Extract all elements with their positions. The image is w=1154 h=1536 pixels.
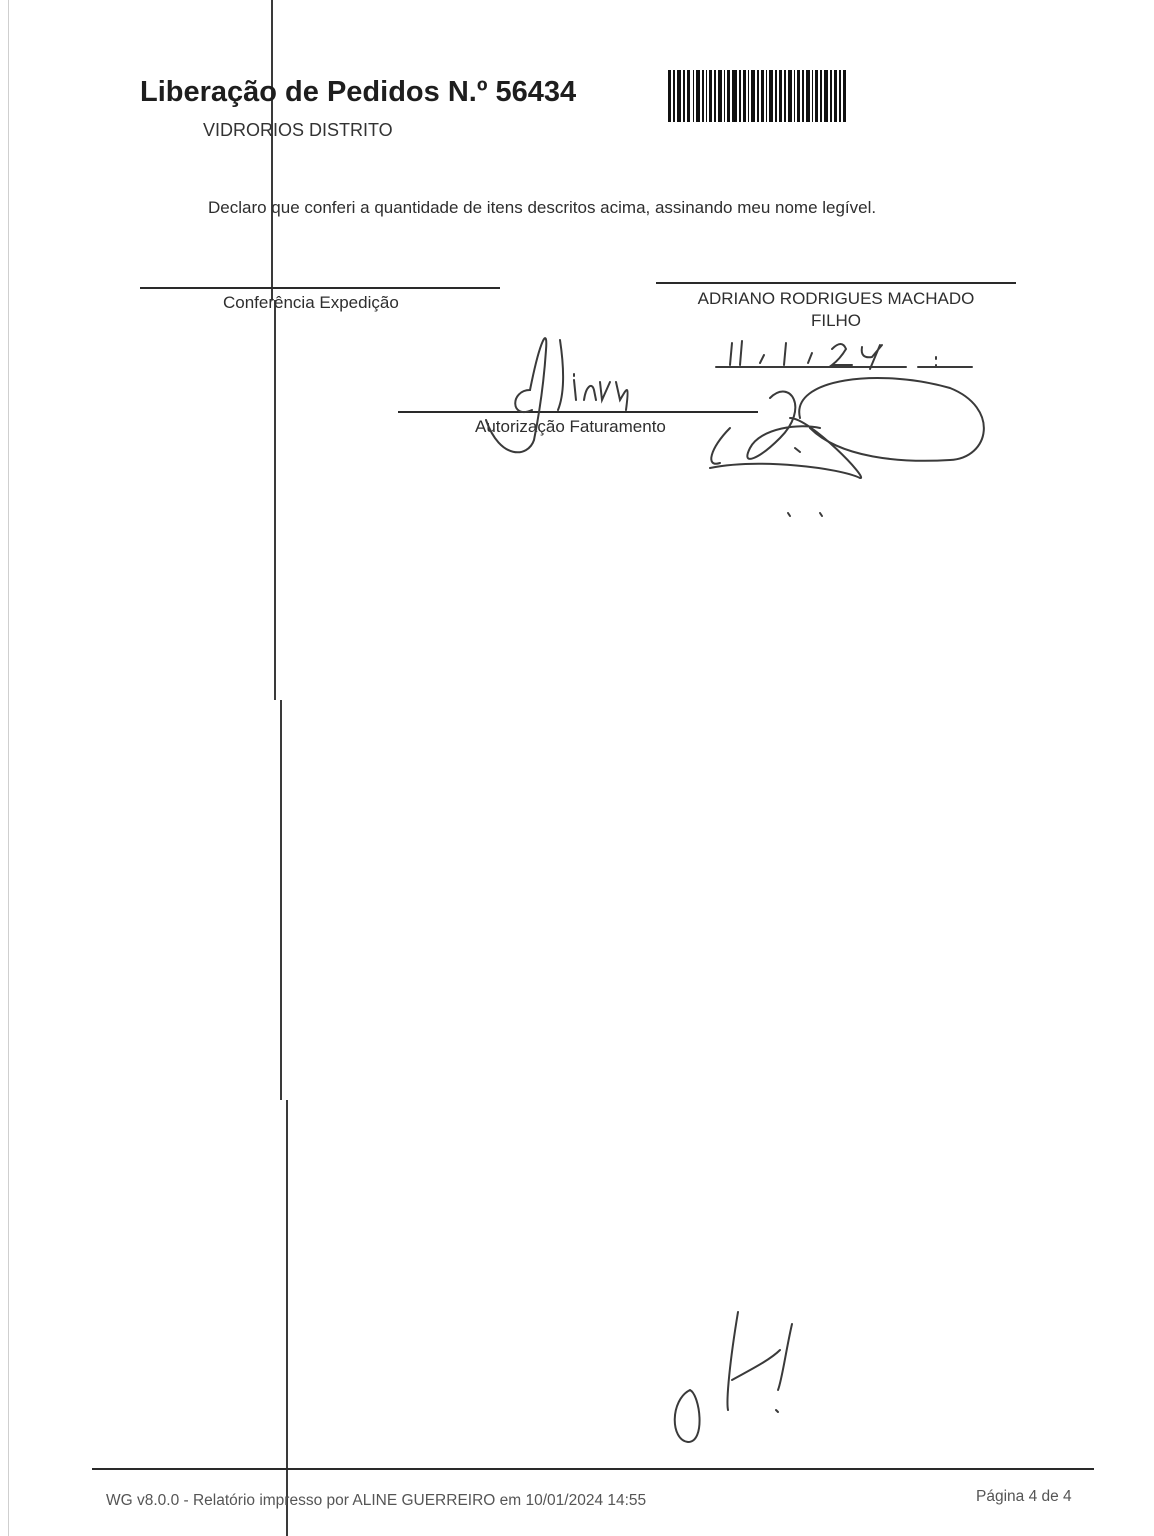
handwritten-signature-aline [470,320,660,460]
handwritten-signature-responsavel [700,368,990,528]
signature-line-responsavel [656,282,1016,284]
signature-line-expedicao [140,287,500,289]
footer-rule [92,1468,1094,1470]
scan-artifact-line [271,0,273,300]
page-title: Liberação de Pedidos N.º 56434 [140,76,577,108]
footer-print-info: WG v8.0.0 - Relatório impresso por ALINE GUERREIRO em 10/01/2024 14:55 [106,1492,647,1509]
scan-artifact-line [286,1100,288,1536]
signature-caption-expedicao: Conferência Expedição [223,293,399,312]
handwritten-ok-note [660,1300,800,1450]
responsible-name-line2: FILHO [810,311,862,330]
company-name: VIDRORIOS DISTRITO [203,120,393,140]
scan-artifact-line [274,300,276,700]
scan-artifact-line [8,0,9,1536]
signature-caption-faturamento: Autorização Faturamento [475,417,666,436]
scan-artifact-line [280,700,282,1100]
page-number: Página 4 de 4 [976,1488,1072,1505]
responsible-name [656,288,1016,332]
declaration-text: Declaro que conferi a quantidade de itens descritos acima, assinando meu nome legível. [208,198,877,217]
barcode-icon [668,70,846,122]
responsible-name-line1: ADRIANO RODRIGUES MACHADO [697,289,975,308]
